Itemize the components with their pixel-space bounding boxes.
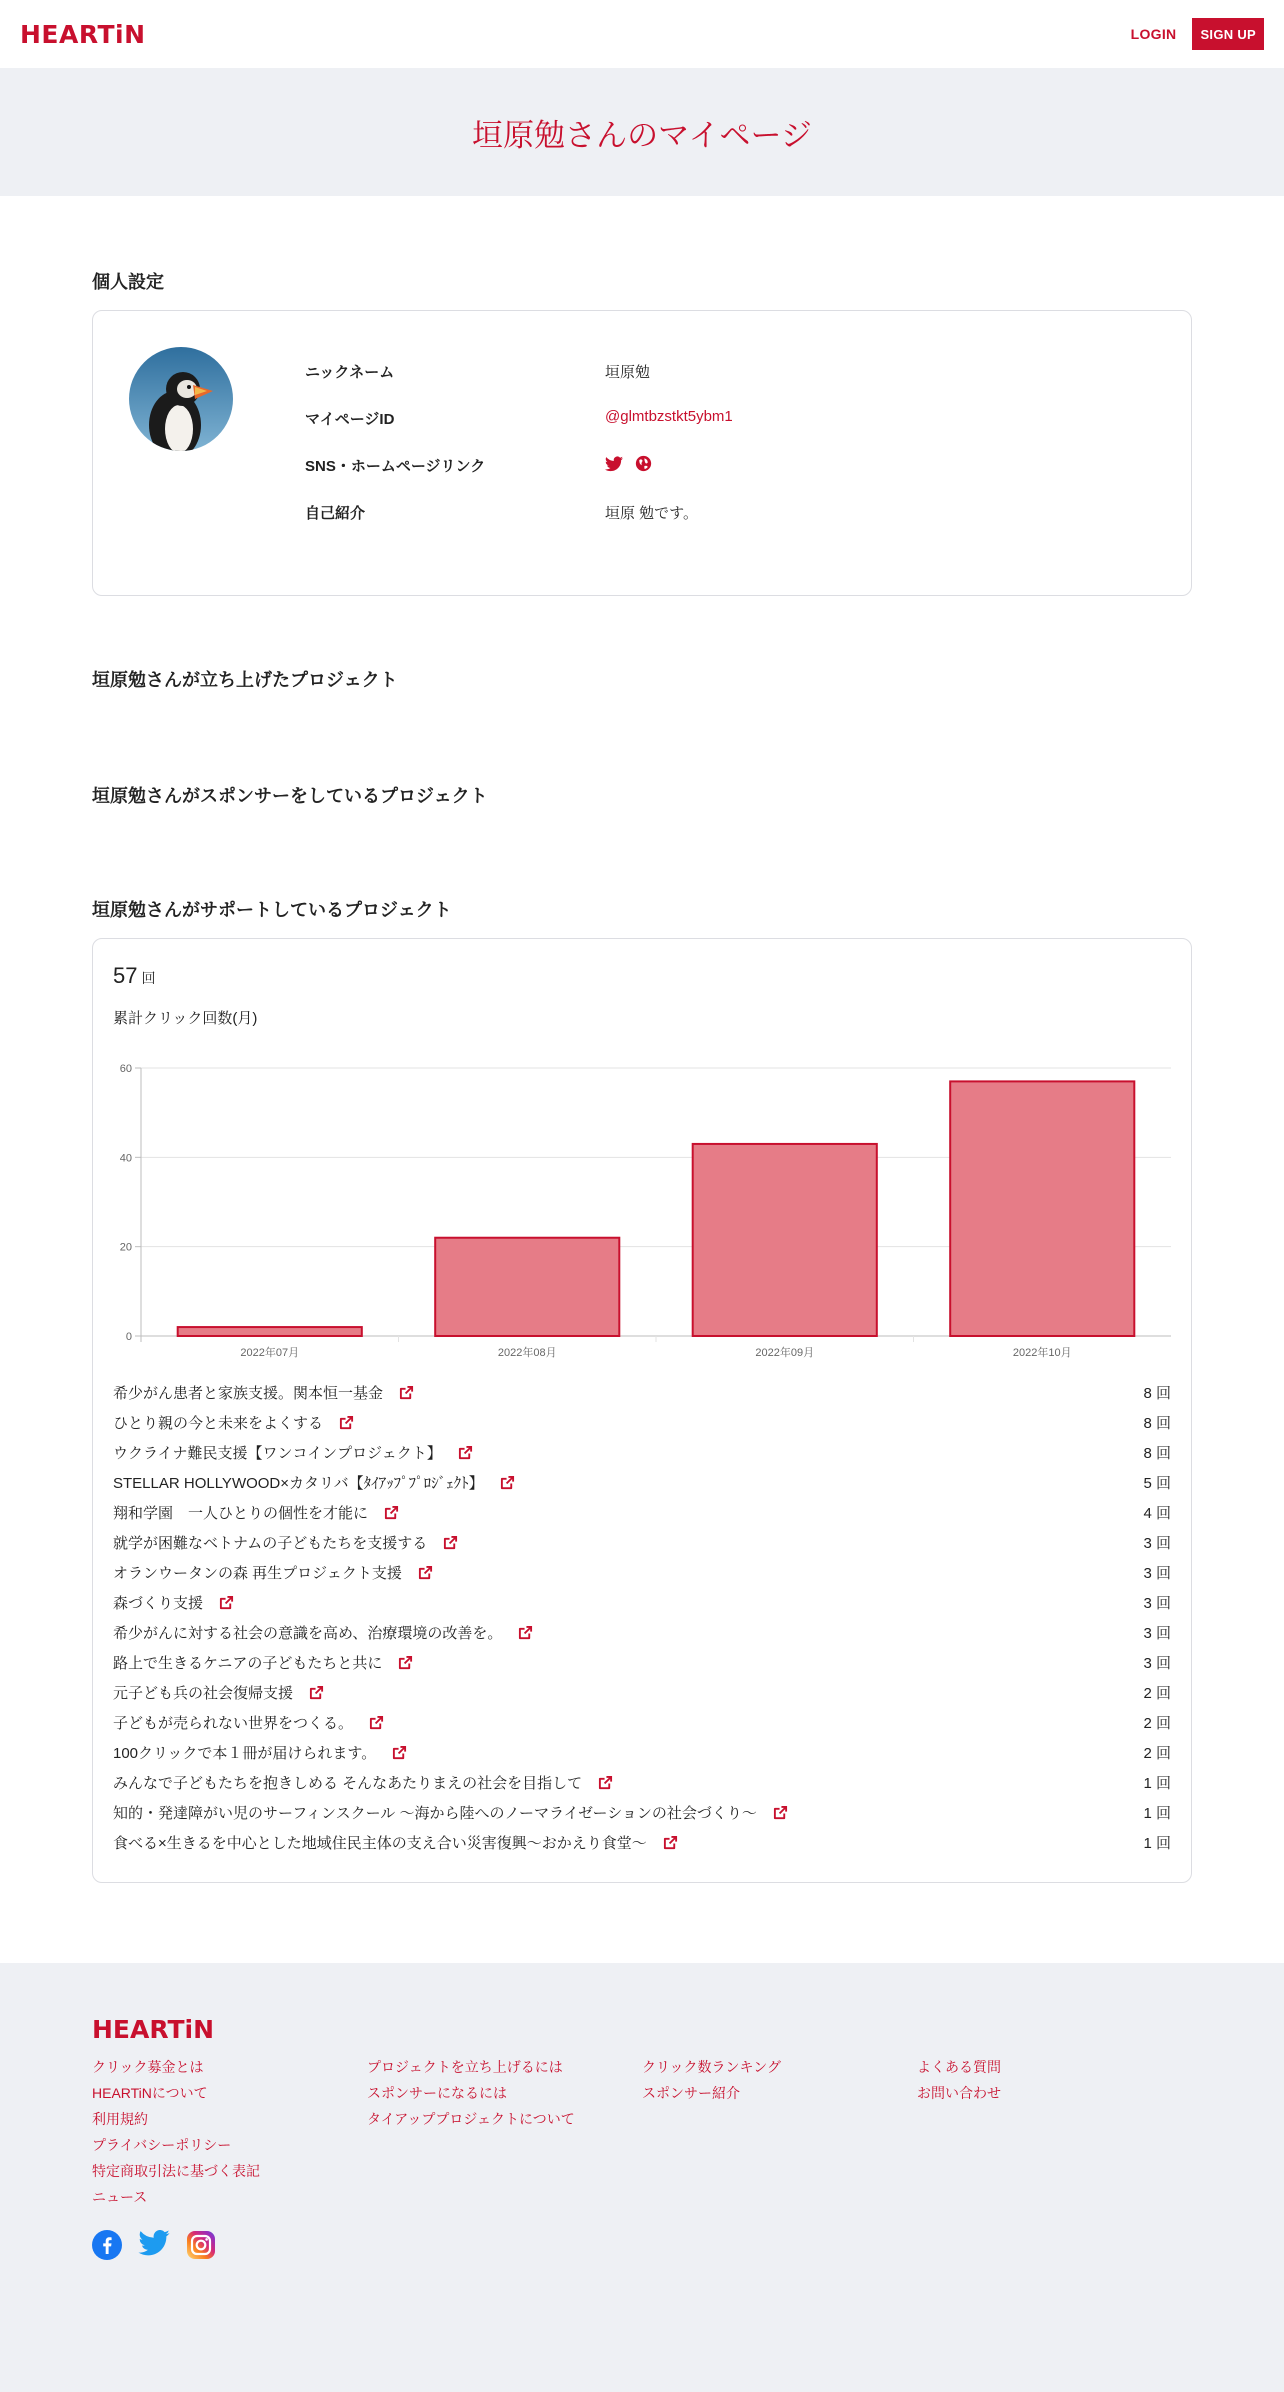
- external-link-icon[interactable]: [219, 1592, 234, 1620]
- project-row: [113, 1560, 1171, 1590]
- facebook-icon[interactable]: [92, 2230, 122, 2265]
- footer-column: [92, 2054, 367, 2210]
- project-row: [113, 1500, 1171, 1530]
- footer-link[interactable]: プロジェクトを立ち上げるには: [367, 2059, 563, 2075]
- project-name: STELLAR HOLLYWOOD×カタリバ【ﾀｲｱｯﾌﾟﾌﾟﾛｼﾞｪｸﾄ】: [113, 1475, 484, 1492]
- support-card: [92, 938, 1192, 1883]
- project-name-link[interactable]: [113, 1380, 414, 1410]
- y-tick-label: 40: [119, 1152, 132, 1165]
- project-row: [113, 1650, 1171, 1680]
- footer-column: [917, 2054, 1192, 2210]
- project-click-count: 8 回: [1143, 1415, 1171, 1432]
- project-click-count: 2 回: [1143, 1715, 1171, 1732]
- project-name-link[interactable]: [113, 1770, 613, 1800]
- total-click-count: [113, 963, 1171, 989]
- project-row: [113, 1770, 1171, 1800]
- project-name: 希少がん患者と家族支援。関本恒一基金: [113, 1385, 384, 1402]
- project-name: 路上で生きるケニアの子どもたちと共に: [113, 1655, 383, 1672]
- profile-card: [92, 310, 1192, 596]
- footer-link-columns: [92, 2054, 1192, 2210]
- project-click-count: 2 回: [1143, 1745, 1171, 1762]
- x-tick-label: 2022年10月: [1012, 1347, 1072, 1359]
- project-name: 知的・発達障がい児のサーフィンスクール ～海から陸へのノーマライゼーションの社会づくり～: [113, 1805, 757, 1822]
- chart-bar: [693, 1144, 877, 1336]
- total-count-value: 57: [113, 963, 138, 988]
- footer-link[interactable]: HEARTiNについて: [92, 2085, 208, 2101]
- page-hero: [0, 68, 1284, 196]
- nickname-value: 垣原勉: [605, 364, 651, 381]
- chart-bar: [435, 1238, 619, 1336]
- nickname-label: ニックネーム: [305, 364, 395, 381]
- site-footer: [0, 1963, 1284, 2392]
- project-click-count: 1 回: [1143, 1835, 1171, 1852]
- project-name: 食べる×生きるを中心とした地域住民主体の支え合い災害復興～おかえり食堂～: [113, 1835, 647, 1852]
- project-name: 子どもが売られない世界をつくる。: [113, 1715, 354, 1732]
- project-name-link[interactable]: [113, 1530, 458, 1560]
- project-name-link[interactable]: [113, 1560, 433, 1590]
- footer-column: [642, 2054, 917, 2210]
- main-content: [92, 268, 1192, 1883]
- project-name-link[interactable]: [113, 1410, 354, 1440]
- instagram-icon[interactable]: [186, 2230, 216, 2265]
- project-click-count: 2 回: [1143, 1685, 1171, 1702]
- project-click-count: 3 回: [1143, 1655, 1171, 1672]
- footer-link[interactable]: スポンサー紹介: [642, 2085, 740, 2101]
- x-tick-label: 2022年09月: [755, 1347, 815, 1359]
- profile-table: [305, 361, 733, 595]
- external-link-icon[interactable]: [418, 1562, 433, 1590]
- project-row: [113, 1680, 1171, 1710]
- project-name: 100クリックで本１冊が届けられます。: [113, 1745, 377, 1762]
- project-name: 就学が困難なベトナムの子どもたちを支援する: [113, 1535, 428, 1552]
- external-link-icon[interactable]: [309, 1682, 324, 1710]
- external-link-icon[interactable]: [369, 1712, 384, 1740]
- project-row: [113, 1410, 1171, 1440]
- launched-projects-title: 垣原勉さんが立ち上げたプロジェクト: [92, 670, 398, 690]
- project-name-link[interactable]: [113, 1650, 413, 1680]
- project-click-count: 1 回: [1143, 1805, 1171, 1822]
- project-row: [113, 1710, 1171, 1740]
- project-row: [113, 1830, 1171, 1860]
- sns-links: [605, 455, 652, 476]
- footer-column: [367, 2054, 642, 2210]
- intro-label: 自己紹介: [305, 505, 366, 522]
- y-tick-label: 20: [119, 1241, 132, 1254]
- personal-settings-title: 個人設定: [92, 272, 164, 292]
- external-link-icon[interactable]: [392, 1742, 407, 1770]
- profile-row-intro: [305, 502, 733, 549]
- puffin-avatar-image: [129, 347, 233, 451]
- x-tick-label: 2022年08月: [497, 1347, 557, 1359]
- external-link-icon[interactable]: [500, 1472, 515, 1500]
- footer-link[interactable]: スポンサーになるには: [367, 2085, 507, 2101]
- sponsor-projects-title: 垣原勉さんがスポンサーをしているプロジェクト: [92, 786, 488, 806]
- footer-link[interactable]: お問い合わせ: [917, 2085, 1001, 2101]
- project-name-link[interactable]: [113, 1680, 324, 1710]
- project-name-link[interactable]: [113, 1800, 788, 1830]
- footer-link[interactable]: よくある質問: [917, 2059, 1001, 2075]
- sns-label: SNS・ホームページリンク: [305, 458, 486, 475]
- project-row: [113, 1380, 1171, 1410]
- project-name: 翔和学園 一人ひとりの個性を才能に: [113, 1505, 369, 1522]
- project-name: 森づくり支援: [113, 1595, 204, 1612]
- social-links: [92, 2230, 1192, 2265]
- project-click-count: 5 回: [1143, 1475, 1171, 1492]
- avatar: [129, 347, 233, 451]
- project-name-link[interactable]: [113, 1620, 533, 1650]
- project-row: [113, 1530, 1171, 1560]
- page-title: 垣原勉さんのマイページ: [472, 117, 812, 153]
- site-header: [0, 0, 1284, 68]
- project-click-count: 4 回: [1143, 1505, 1171, 1522]
- footer-link[interactable]: タイアッププロジェクトについて: [367, 2111, 575, 2127]
- project-name-link[interactable]: [113, 1740, 407, 1770]
- monthly-click-chart: [113, 1054, 1171, 1368]
- external-link-icon[interactable]: [339, 1412, 354, 1440]
- project-name: ウクライナ難民支援【ワンコインプロジェクト】: [113, 1445, 442, 1462]
- support-projects-title: 垣原勉さんがサポートしているプロジェクト: [92, 900, 452, 920]
- external-link-icon[interactable]: [598, 1772, 613, 1800]
- chart-svg: [113, 1054, 1171, 1368]
- external-link-icon[interactable]: [773, 1802, 788, 1830]
- external-link-icon[interactable]: [663, 1832, 678, 1860]
- profile-row-sns: [305, 455, 733, 502]
- globe-icon[interactable]: [635, 455, 652, 476]
- external-link-icon[interactable]: [458, 1442, 473, 1470]
- project-name-link[interactable]: [113, 1440, 473, 1470]
- total-count-unit: 回: [141, 970, 156, 986]
- external-link-icon[interactable]: [518, 1622, 533, 1650]
- project-row: [113, 1470, 1171, 1500]
- twitter-icon[interactable]: [605, 456, 623, 476]
- project-click-count: 3 回: [1143, 1595, 1171, 1612]
- project-name: みんなで子どもたちを抱きしめる そんなあたりまえの社会を目指して: [113, 1775, 583, 1792]
- project-name-link[interactable]: [113, 1710, 384, 1740]
- y-tick-label: 60: [119, 1063, 132, 1075]
- project-click-count: 3 回: [1143, 1565, 1171, 1582]
- y-tick-label: 0: [125, 1331, 132, 1343]
- profile-row-nickname: [305, 361, 733, 408]
- project-name: ひとり親の今と未来をよくする: [113, 1415, 324, 1432]
- external-link-icon[interactable]: [399, 1382, 414, 1410]
- mypage-id-label: マイページID: [305, 411, 395, 428]
- project-row: [113, 1800, 1171, 1830]
- project-row: [113, 1620, 1171, 1650]
- chart-caption: 累計クリック回数(月): [113, 1010, 258, 1027]
- project-name: オランウータンの森 再生プロジェクト支援: [113, 1565, 402, 1582]
- project-row: [113, 1440, 1171, 1470]
- chart-bar: [178, 1327, 362, 1336]
- project-name: 元子ども兵の社会復帰支援: [113, 1685, 294, 1702]
- project-click-count: 3 回: [1143, 1535, 1171, 1552]
- project-row: [113, 1590, 1171, 1620]
- footer-link[interactable]: プライバシーポリシー: [92, 2137, 232, 2153]
- profile-row-mypage-id: [305, 408, 733, 455]
- footer-link[interactable]: 利用規約: [92, 2111, 148, 2127]
- supported-project-list: [113, 1380, 1171, 1860]
- footer-link[interactable]: クリック数ランキング: [642, 2059, 782, 2075]
- project-name-link[interactable]: [113, 1590, 234, 1620]
- external-link-icon[interactable]: [398, 1652, 413, 1680]
- intro-value: 垣原 勉です。: [605, 505, 698, 522]
- project-click-count: 8 回: [1143, 1445, 1171, 1462]
- project-row: [113, 1740, 1171, 1770]
- header-actions: [1131, 18, 1264, 50]
- signup-button[interactable]: SIGN UP: [1192, 18, 1264, 50]
- footer-logo[interactable]: HEARTiN: [92, 2015, 215, 2044]
- chart-bar: [950, 1081, 1134, 1336]
- project-name-link[interactable]: [113, 1830, 678, 1860]
- project-click-count: 1 回: [1143, 1775, 1171, 1792]
- mypage-id-value[interactable]: @glmtbzstkt5ybm1: [605, 408, 733, 425]
- project-click-count: 3 回: [1143, 1625, 1171, 1642]
- site-logo[interactable]: HEARTiN: [20, 19, 146, 49]
- footer-link[interactable]: 特定商取引法に基づく表記: [92, 2163, 260, 2179]
- footer-link[interactable]: クリック募金とは: [92, 2059, 204, 2075]
- twitter-icon[interactable]: [138, 2230, 170, 2265]
- login-link[interactable]: LOGIN: [1130, 26, 1177, 42]
- project-click-count: 8 回: [1143, 1385, 1171, 1402]
- x-tick-label: 2022年07月: [240, 1347, 300, 1359]
- footer-link[interactable]: ニュース: [92, 2189, 148, 2205]
- external-link-icon[interactable]: [384, 1502, 399, 1530]
- project-name-link[interactable]: [113, 1470, 515, 1500]
- project-name: 希少がんに対する社会の意識を高め、治療環境の改善を。: [113, 1625, 503, 1642]
- external-link-icon[interactable]: [443, 1532, 458, 1560]
- project-name-link[interactable]: [113, 1500, 399, 1530]
